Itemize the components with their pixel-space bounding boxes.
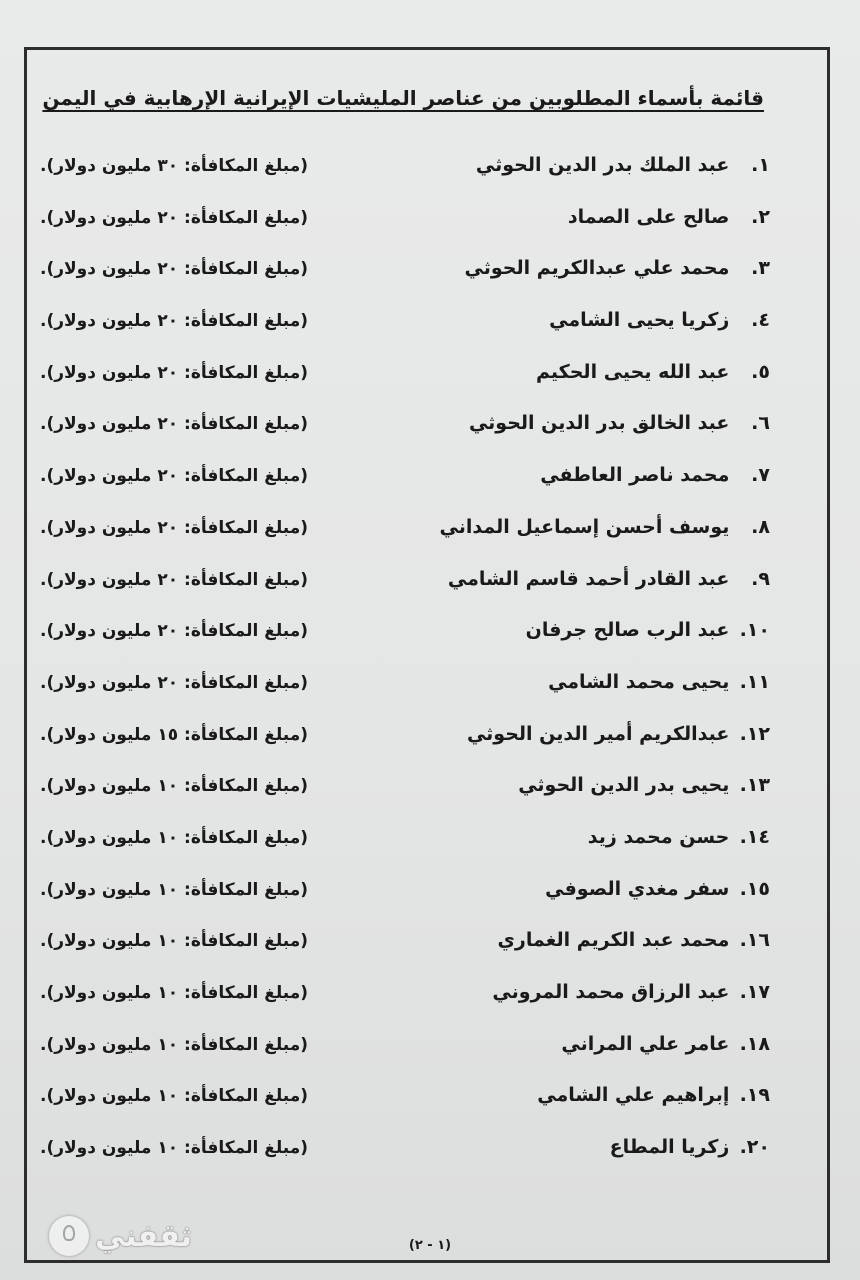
entry-number: ١٠.	[739, 619, 770, 642]
entry-name	[498, 929, 771, 951]
list-item	[40, 611, 770, 663]
entry-reward: (مبلغ المكافأة: ٢٠ مليون دولار).	[40, 207, 308, 228]
list-item	[40, 715, 770, 767]
entry-number: ١٩.	[739, 1084, 770, 1107]
entry-name-text: عامر علي المراني	[561, 1032, 730, 1055]
entry-name-text: زكريا يحيى الشامي	[549, 309, 730, 332]
entry-name-text: عبدالكريم أمير الدين الحوثي	[466, 722, 730, 745]
entry-name-text: عبد الرب صالح جرفان	[525, 619, 730, 642]
entry-name	[536, 361, 770, 383]
list-item	[40, 301, 770, 353]
document-title: قائمة بأسماء المطلوبين من عناصر المليشيات الإيرانية الإرهابية في اليمن	[42, 86, 764, 110]
entry-name	[518, 774, 770, 796]
entry-number: ١٤.	[739, 825, 770, 848]
entry-name-text: يوسف أحسن إسماعيل المداني	[439, 515, 730, 538]
entry-reward: (مبلغ المكافأة: ١٠ مليون دولار).	[40, 776, 308, 797]
list-item	[40, 921, 770, 973]
entry-reward: (مبلغ المكافأة: ٢٠ مليون دولار).	[40, 259, 308, 280]
entry-name	[610, 1136, 770, 1158]
entry-name	[465, 257, 770, 279]
entry-number: ١٣.	[739, 774, 770, 797]
entry-name	[476, 154, 770, 176]
entry-reward: (مبلغ المكافأة: ١٠ مليون دولار).	[40, 931, 308, 952]
watermark	[22, 1210, 192, 1262]
entry-name	[469, 412, 770, 434]
entry-name	[568, 206, 770, 228]
entry-number: ٩.	[751, 567, 770, 590]
entry-name-text: محمد عبد الكريم الغماري	[497, 929, 730, 952]
list-item	[40, 146, 770, 198]
entry-name	[545, 878, 770, 900]
list-item	[40, 870, 770, 922]
entry-number: ٢٠.	[739, 1136, 770, 1159]
entry-name-text: زكريا المطاع	[609, 1136, 730, 1159]
entry-name-text: عبد الملك بدر الدين الحوثي	[475, 154, 730, 176]
entry-name	[440, 516, 770, 538]
entry-name	[549, 309, 770, 331]
list-item	[40, 249, 770, 301]
entry-name-text: إبراهيم علي الشامي	[537, 1084, 730, 1107]
entry-number: ٦.	[751, 412, 770, 435]
entry-name-text: حسن محمد زيد	[587, 825, 730, 848]
list-item	[40, 766, 770, 818]
entry-name-text: عبد الخالق بدر الدين الحوثي	[468, 412, 730, 435]
entry-reward: (مبلغ المكافأة: ٢٠ مليون دولار).	[40, 569, 308, 590]
entry-number: ٥.	[751, 360, 770, 383]
entry-reward: (مبلغ المكافأة: ٢٠ مليون دولار).	[40, 672, 308, 693]
wanted-list	[40, 146, 770, 1180]
entry-name	[540, 464, 770, 486]
entry-reward: (مبلغ المكافأة: ١٠ مليون دولار).	[40, 1086, 308, 1107]
list-item	[40, 818, 770, 870]
list-item	[40, 663, 770, 715]
watermark-text: ثقفني	[94, 1218, 192, 1254]
entry-reward: (مبلغ المكافأة: ١٥ مليون دولار).	[40, 724, 308, 745]
list-item	[40, 508, 770, 560]
entry-number: ٨.	[751, 515, 770, 538]
entry-number: ٧.	[751, 464, 770, 487]
entry-number: ١٦.	[739, 929, 770, 952]
list-item	[40, 404, 770, 456]
entry-number: ٣.	[751, 257, 770, 280]
entry-number: ١٧.	[739, 981, 770, 1003]
entry-name-text: صالح على الصماد	[567, 205, 730, 228]
entry-number: ١٢.	[739, 722, 770, 745]
entry-name-text: عبد الرزاق محمد المروني	[492, 981, 730, 1003]
entry-name-text: يحيى بدر الدين الحوثي	[518, 774, 730, 797]
list-item	[40, 1128, 770, 1180]
entry-name-text: يحيى محمد الشامي	[548, 670, 730, 693]
lightbulb-icon	[49, 1216, 89, 1256]
list-item	[40, 1025, 770, 1077]
entry-reward: (مبلغ المكافأة: ١٠ مليون دولار).	[40, 1034, 308, 1055]
list-item	[40, 456, 770, 508]
entry-name	[492, 981, 770, 1003]
entry-reward: (مبلغ المكافأة: ١٠ مليون دولار).	[40, 879, 308, 900]
entry-reward: (مبلغ المكافأة: ٢٠ مليون دولار).	[40, 621, 308, 642]
entry-reward: (مبلغ المكافأة: ٢٠ مليون دولار).	[40, 311, 308, 332]
entry-name-text: محمد ناصر العاطفي	[540, 464, 730, 487]
list-item	[40, 353, 770, 405]
entry-reward: (مبلغ المكافأة: ٢٠ مليون دولار).	[40, 362, 308, 383]
entry-name-text: عبد القادر أحمد قاسم الشامي	[447, 567, 730, 590]
entry-name-text: محمد علي عبدالكريم الحوثي	[464, 257, 730, 280]
list-item	[40, 1076, 770, 1128]
entry-name-text: عبد الله يحيى الحكيم	[536, 360, 730, 383]
entry-name	[548, 671, 770, 693]
entry-reward: (مبلغ المكافأة: ١٠ مليون دولار).	[40, 1138, 308, 1159]
entry-name	[561, 1033, 770, 1055]
entry-number: ١٨.	[739, 1032, 770, 1055]
entry-number: ١٥.	[739, 877, 770, 900]
entry-name	[467, 723, 770, 745]
entry-reward: (مبلغ المكافأة: ٣٠ مليون دولار).	[40, 156, 308, 176]
entry-name-text: سفر مغدي الصوفي	[545, 877, 730, 900]
entry-number: ١.	[751, 154, 770, 176]
entry-name	[448, 568, 770, 590]
entry-reward: (مبلغ المكافأة: ٢٠ مليون دولار).	[40, 466, 308, 487]
list-item	[40, 973, 770, 1025]
entry-number: ٤.	[751, 309, 770, 332]
list-item	[40, 560, 770, 612]
entry-reward: (مبلغ المكافأة: ١٠ مليون دولار).	[40, 827, 308, 848]
entry-number: ٢.	[751, 205, 770, 228]
entry-reward: (مبلغ المكافأة: ٢٠ مليون دولار).	[40, 414, 308, 435]
entry-name	[526, 619, 770, 641]
entry-name	[537, 1084, 770, 1106]
entry-reward: (مبلغ المكافأة: ١٠ مليون دولار).	[40, 983, 308, 1003]
list-item	[40, 198, 770, 250]
entry-name	[588, 826, 770, 848]
entry-reward: (مبلغ المكافأة: ٢٠ مليون دولار).	[40, 517, 308, 538]
entry-number: ١١.	[739, 670, 770, 693]
page-number: (١ - ٢)	[408, 1238, 452, 1253]
